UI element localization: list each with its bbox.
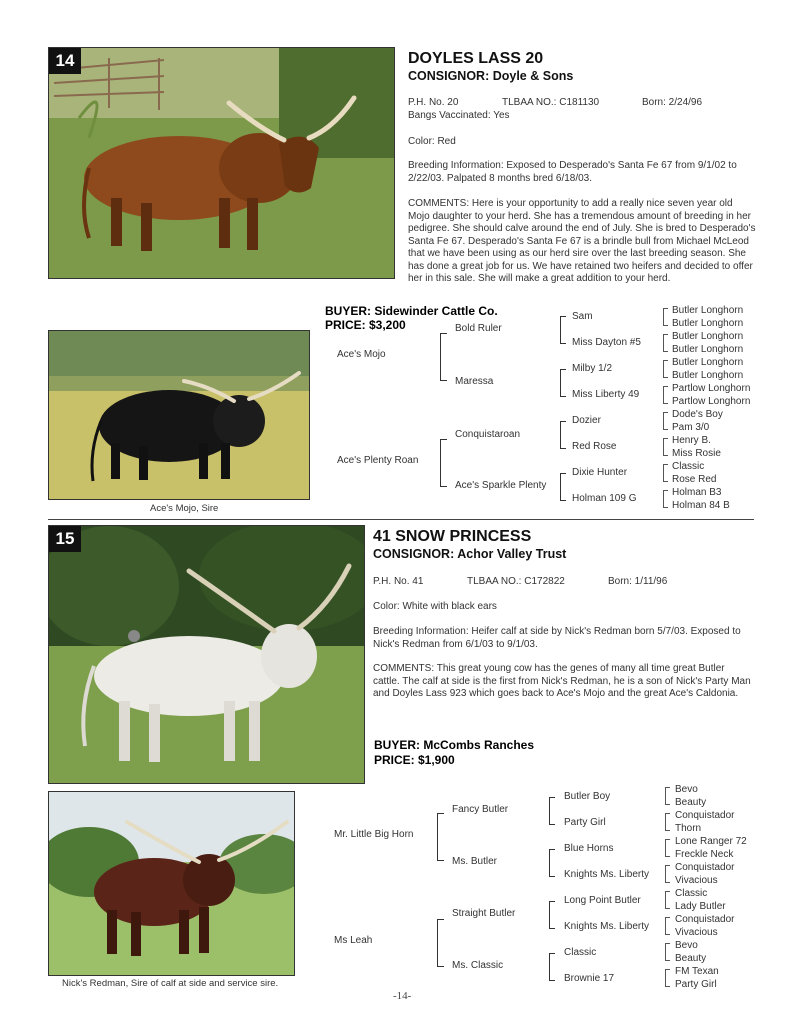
lot14-tlbaa-no: TLBAA NO.: C181130 <box>502 97 600 108</box>
lot15-price: PRICE: $1,900 <box>374 753 455 767</box>
red-bull-illustration <box>49 792 294 975</box>
pedigree-g2: Straight Butler <box>452 908 516 919</box>
pedigree-g4: Butler Longhorn <box>672 318 744 329</box>
pedigree-g3: Holman 109 G <box>572 493 637 504</box>
pedigree-g3: Butler Boy <box>564 791 611 802</box>
pedigree-g4: FM Texan <box>675 966 719 977</box>
pedigree-bracket <box>665 839 670 857</box>
pedigree-bracket <box>560 473 566 501</box>
pedigree-g3: Miss Liberty 49 <box>572 389 640 400</box>
pedigree-bracket <box>663 464 668 482</box>
pedigree-sire: Mr. Little Big Horn <box>334 829 414 840</box>
lot15-breeding-info: Breeding Information: Heifer calf at side by Nick's Redman born 5/7/03. Exposed to Nick's Redman from 6/1/03 to 9/1/03. <box>373 626 741 650</box>
pedigree-bracket <box>560 316 566 344</box>
pedigree-g3: Blue Horns <box>564 843 614 854</box>
lot15-consignor: CONSIGNOR: Achor Valley Trust <box>373 547 567 561</box>
lot-number-badge: 15 <box>49 526 81 552</box>
pedigree-bracket <box>560 369 566 397</box>
lot15-born: Born: 1/11/96 <box>608 576 668 587</box>
pedigree-g4: Conquistador <box>675 914 735 925</box>
pedigree-g3: Long Point Butler <box>564 895 641 906</box>
pedigree-bracket <box>665 865 670 883</box>
pedigree-g4: Henry B. <box>672 435 711 446</box>
pedigree-bracket <box>663 360 668 378</box>
pedigree-bracket <box>549 901 555 929</box>
pedigree-g4: Beauty <box>675 797 707 808</box>
lot-divider <box>48 519 754 520</box>
pedigree-bracket <box>665 891 670 909</box>
pedigree-g3: Brownie 17 <box>564 973 615 984</box>
lot15-ph-no: P.H. No. 41 <box>373 576 424 587</box>
lot14-bangs: Bangs Vaccinated: Yes <box>408 110 510 121</box>
pedigree-g4: Bevo <box>675 940 698 951</box>
pedigree-g4: Vivacious <box>675 927 718 938</box>
pedigree-bracket <box>665 917 670 935</box>
pedigree-bracket <box>665 813 670 831</box>
lot15-sire-caption: Nick's Redman, Sire of calf at side and service sire. <box>62 978 279 989</box>
pedigree-bracket <box>549 849 555 877</box>
pedigree-g2: Conquistaroan <box>455 429 521 440</box>
pedigree-g3: Dixie Hunter <box>572 467 628 478</box>
page-number: -14- <box>393 990 412 1002</box>
pedigree-g4: Beauty <box>675 953 707 964</box>
pedigree-g3: Sam <box>572 311 593 322</box>
pedigree-g4: Freckle Neck <box>675 849 734 860</box>
pedigree-g3: Miss Dayton #5 <box>572 337 641 348</box>
pedigree-g4: Partlow Longhorn <box>672 383 751 394</box>
black-bull-illustration <box>49 331 309 499</box>
pedigree-bracket <box>665 943 670 961</box>
pedigree-g4: Classic <box>675 888 708 899</box>
lot14-consignor: CONSIGNOR: Doyle & Sons <box>408 69 574 83</box>
pedigree-g4: Pam 3/0 <box>672 422 710 433</box>
pedigree-g3: Knights Ms. Liberty <box>564 869 650 880</box>
pedigree-bracket <box>549 797 555 825</box>
white-cow-illustration <box>49 526 364 783</box>
pedigree-bracket <box>665 969 670 987</box>
pedigree-g4: Dode's Boy <box>672 409 723 420</box>
pedigree-g2: Fancy Butler <box>452 804 509 815</box>
pedigree-g4: Conquistador <box>675 810 735 821</box>
pedigree-g4: Holman 84 B <box>672 500 730 511</box>
pedigree-g3: Knights Ms. Liberty <box>564 921 650 932</box>
lot14-cow-photo <box>48 47 395 279</box>
pedigree-g3: Classic <box>564 947 597 958</box>
pedigree-bracket <box>663 334 668 352</box>
lot15-comments: COMMENTS: This great young cow has the genes of many all time great Butler cattle. The calf at side is the first from Nick's Redman, he is a son of Nick's Party Man and Doyles Lass 923 which goes back to Ace's Mojo and the great Ace's Caldonia. <box>373 663 751 699</box>
pedigree-g4: Butler Longhorn <box>672 357 744 368</box>
pedigree-g3: Party Girl <box>564 817 606 828</box>
pedigree-g4: Conquistador <box>675 862 735 873</box>
pedigree-bracket <box>665 787 670 805</box>
pedigree-bracket <box>663 412 668 430</box>
pedigree-dam: Ace's Plenty Roan <box>337 455 419 466</box>
pedigree-g4: Classic <box>672 461 705 472</box>
lot14-buyer: BUYER: Sidewinder Cattle Co. <box>325 304 498 318</box>
pedigree-g3: Dozier <box>572 415 601 426</box>
pedigree-g2: Maressa <box>455 376 494 387</box>
pedigree-g4: Rose Red <box>672 474 717 485</box>
pedigree-g3: Red Rose <box>572 441 617 452</box>
lot14-ph-no: P.H. No. 20 <box>408 97 459 108</box>
pedigree-bracket <box>560 421 566 449</box>
pedigree-g4: Butler Longhorn <box>672 370 744 381</box>
lot-number-badge: 14 <box>49 48 81 74</box>
pedigree-bracket <box>663 490 668 508</box>
lot14-born: Born: 2/24/96 <box>642 97 703 108</box>
lot14-sire-photo <box>48 330 310 500</box>
lot14-comments: COMMENTS: Here is your opportunity to add a really nice seven year old Mojo daughter to your herd. She has a tremendous amount of breeding in her pedigree. She should calve around the end of July. She is bred to Desperado's Santa Fe 67. Desperado's Santa Fe 67 is a brindle bull from Michael McLeod that we have been using as our herd sire over the last breeding season. She has done a great job for us. We have retained two heifers and decided to offer her in this sale. She will make a great addition to your herd. <box>408 198 756 284</box>
lot14-title: DOYLES LASS 20 <box>408 50 544 67</box>
lot15-cow-photo <box>48 525 365 784</box>
pedigree-sire: Ace's Mojo <box>337 349 386 360</box>
longhorn-cow-illustration <box>49 48 394 278</box>
pedigree-g2: Ms. Butler <box>452 856 498 867</box>
pedigree-bracket <box>663 308 668 326</box>
pedigree-g4: Lone Ranger 72 <box>675 836 747 847</box>
pedigree-bracket <box>440 333 447 381</box>
pedigree-g4: Holman B3 <box>672 487 722 498</box>
lot15-buyer: BUYER: McCombs Ranches <box>374 738 535 752</box>
lot15-tlbaa-no: TLBAA NO.: C172822 <box>467 576 565 587</box>
pedigree-bracket <box>663 386 668 404</box>
pedigree-g4: Vivacious <box>675 875 718 886</box>
pedigree-g4: Bevo <box>675 784 698 795</box>
pedigree-g4: Butler Longhorn <box>672 344 744 355</box>
pedigree-g4: Miss Rosie <box>672 448 721 459</box>
lot15-color: Color: White with black ears <box>373 601 497 612</box>
pedigree-g4: Party Girl <box>675 979 717 990</box>
pedigree-g2: Ms. Classic <box>452 960 504 971</box>
pedigree-g4: Thorn <box>675 823 702 834</box>
lot14-color: Color: Red <box>408 136 456 147</box>
pedigree-g4: Butler Longhorn <box>672 305 744 316</box>
pedigree-g4: Lady Butler <box>675 901 726 912</box>
pedigree-g4: Butler Longhorn <box>672 331 744 342</box>
pedigree-bracket <box>549 953 555 981</box>
lot14-price: PRICE: $3,200 <box>325 318 406 332</box>
pedigree-g2: Bold Ruler <box>455 323 502 334</box>
lot15-title: 41 SNOW PRINCESS <box>373 528 532 545</box>
pedigree-g4: Partlow Longhorn <box>672 396 751 407</box>
lot14-sire-caption: Ace's Mojo, Sire <box>150 503 219 514</box>
pedigree-bracket <box>663 438 668 456</box>
pedigree-dam: Ms Leah <box>334 935 373 946</box>
pedigree-bracket <box>440 439 447 487</box>
lot14-breeding-info: Breeding Information: Exposed to Desperado's Santa Fe 67 from 9/1/02 to 2/22/03. Palpated 8 months bred 6/18/03. <box>408 160 737 184</box>
lot15-sire-photo <box>48 791 295 976</box>
pedigree-g3: Milby 1/2 <box>572 363 613 374</box>
pedigree-bracket <box>437 919 444 967</box>
pedigree-g2: Ace's Sparkle Plenty <box>455 480 547 491</box>
pedigree-bracket <box>437 813 444 861</box>
